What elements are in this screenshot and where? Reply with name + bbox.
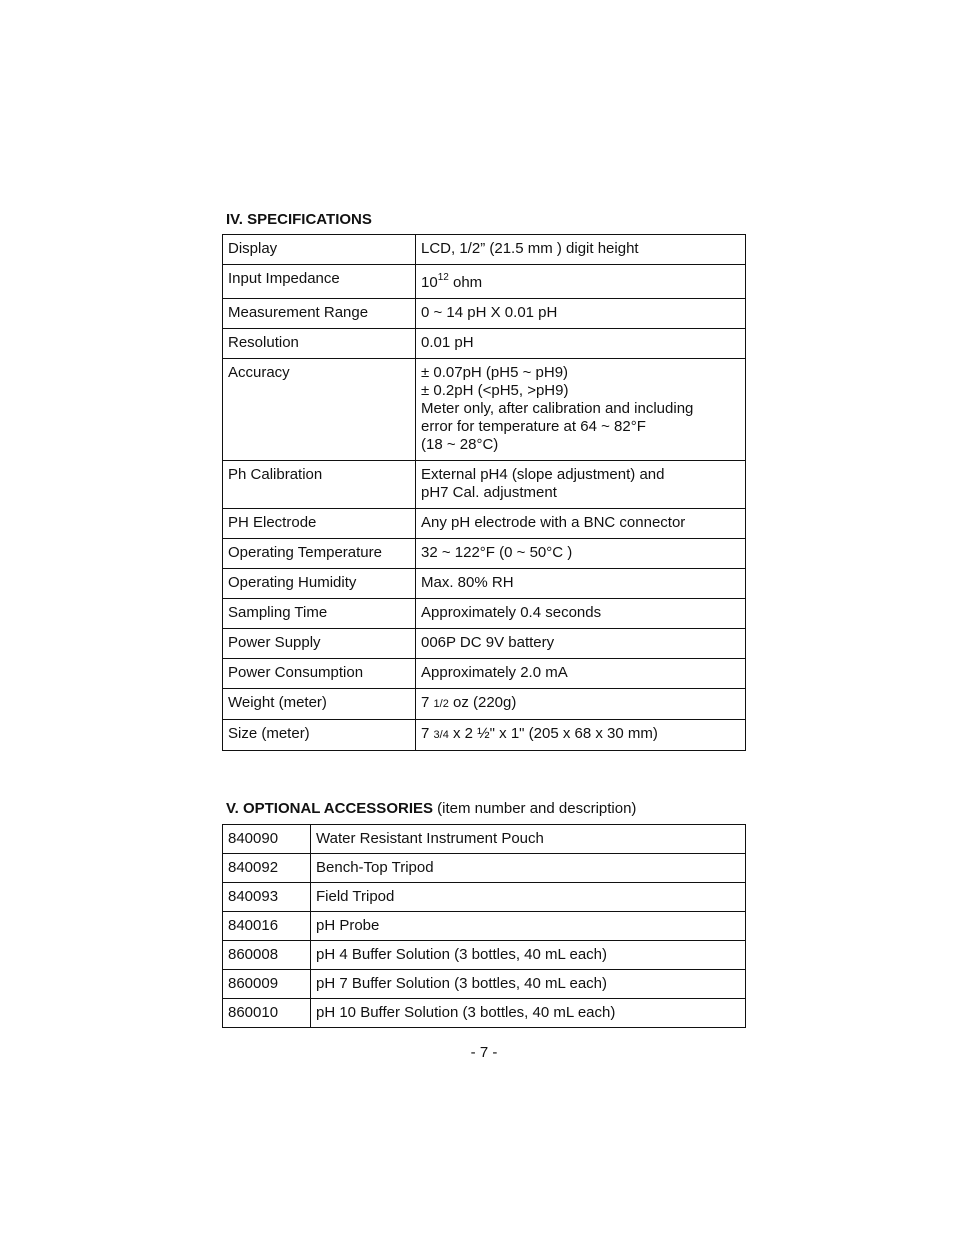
spec-label: Size (meter) xyxy=(223,720,416,751)
spec-value: 32 ~ 122°F (0 ~ 50°C ) xyxy=(416,539,746,569)
table-row xyxy=(223,883,746,912)
specifications-table xyxy=(222,234,746,751)
item-description: pH 7 Buffer Solution (3 bottles, 40 mL each) xyxy=(311,970,746,999)
spec-value: LCD, 1/2” (21.5 mm ) digit height xyxy=(416,235,746,265)
accessories-heading: V. OPTIONAL ACCESSORIES (item number and description) xyxy=(226,800,637,817)
spec-label: Sampling Time xyxy=(223,599,416,629)
spec-value: ± 0.07pH (pH5 ~ pH9) ± 0.2pH (<pH5, >pH9) Meter only, after calibration and including error for temperature at 64 ~ 82°F (18 ~ 28°C) xyxy=(416,359,746,461)
spec-value: Max. 80% RH xyxy=(416,569,746,599)
spec-label: Measurement Range xyxy=(223,299,416,329)
spec-label: Power Supply xyxy=(223,629,416,659)
item-number: 840016 xyxy=(223,912,311,941)
table-row xyxy=(223,999,746,1028)
spec-label: PH Electrode xyxy=(223,509,416,539)
spec-label: Weight (meter) xyxy=(223,689,416,720)
item-number: 860008 xyxy=(223,941,311,970)
item-description: Water Resistant Instrument Pouch xyxy=(311,825,746,854)
spec-label: Operating Humidity xyxy=(223,569,416,599)
table-row xyxy=(223,569,746,599)
spec-value: 0.01 pH xyxy=(416,329,746,359)
spec-value: 7 1/2 oz (220g) xyxy=(416,689,746,720)
table-row xyxy=(223,265,746,299)
spec-value: Any pH electrode with a BNC connector xyxy=(416,509,746,539)
table-row xyxy=(223,689,746,720)
spec-value: 7 3/4 x 2 ½" x 1" (205 x 68 x 30 mm) xyxy=(416,720,746,751)
table-row xyxy=(223,329,746,359)
spec-value: External pH4 (slope adjustment) and pH7 Cal. adjustment xyxy=(416,461,746,509)
table-row xyxy=(223,941,746,970)
table-row xyxy=(223,599,746,629)
spec-label: Power Consumption xyxy=(223,659,416,689)
accessories-table xyxy=(222,824,746,1028)
table-row xyxy=(223,912,746,941)
table-row xyxy=(223,299,746,329)
spec-label: Input Impedance xyxy=(223,265,416,299)
table-row xyxy=(223,825,746,854)
spec-label: Resolution xyxy=(223,329,416,359)
item-number: 860009 xyxy=(223,970,311,999)
page-number: - 7 - xyxy=(470,1044,498,1061)
table-row xyxy=(223,359,746,461)
spec-value: Approximately 0.4 seconds xyxy=(416,599,746,629)
item-description: Bench-Top Tripod xyxy=(311,854,746,883)
spec-label: Display xyxy=(223,235,416,265)
item-number: 840092 xyxy=(223,854,311,883)
table-row xyxy=(223,509,746,539)
item-number: 840090 xyxy=(223,825,311,854)
spec-value: $10^{12}$ ohm xyxy=(416,265,746,299)
spec-value: 006P DC 9V battery xyxy=(416,629,746,659)
table-row xyxy=(223,720,746,751)
table-row xyxy=(223,854,746,883)
item-number: 860010 xyxy=(223,999,311,1028)
table-row xyxy=(223,970,746,999)
item-description: pH 4 Buffer Solution (3 bottles, 40 mL each) xyxy=(311,941,746,970)
table-row xyxy=(223,235,746,265)
spec-label: Ph Calibration xyxy=(223,461,416,509)
table-row xyxy=(223,629,746,659)
spec-value: 0 ~ 14 pH X 0.01 pH xyxy=(416,299,746,329)
spec-value: Approximately 2.0 mA xyxy=(416,659,746,689)
item-description: pH 10 Buffer Solution (3 bottles, 40 mL each) xyxy=(311,999,746,1028)
table-row xyxy=(223,461,746,509)
item-description: Field Tripod xyxy=(311,883,746,912)
specifications-heading: IV. SPECIFICATIONS xyxy=(226,211,372,228)
item-description: pH Probe xyxy=(311,912,746,941)
table-row xyxy=(223,539,746,569)
spec-label: Accuracy xyxy=(223,359,416,461)
spec-label: Operating Temperature xyxy=(223,539,416,569)
item-number: 840093 xyxy=(223,883,311,912)
table-row xyxy=(223,659,746,689)
